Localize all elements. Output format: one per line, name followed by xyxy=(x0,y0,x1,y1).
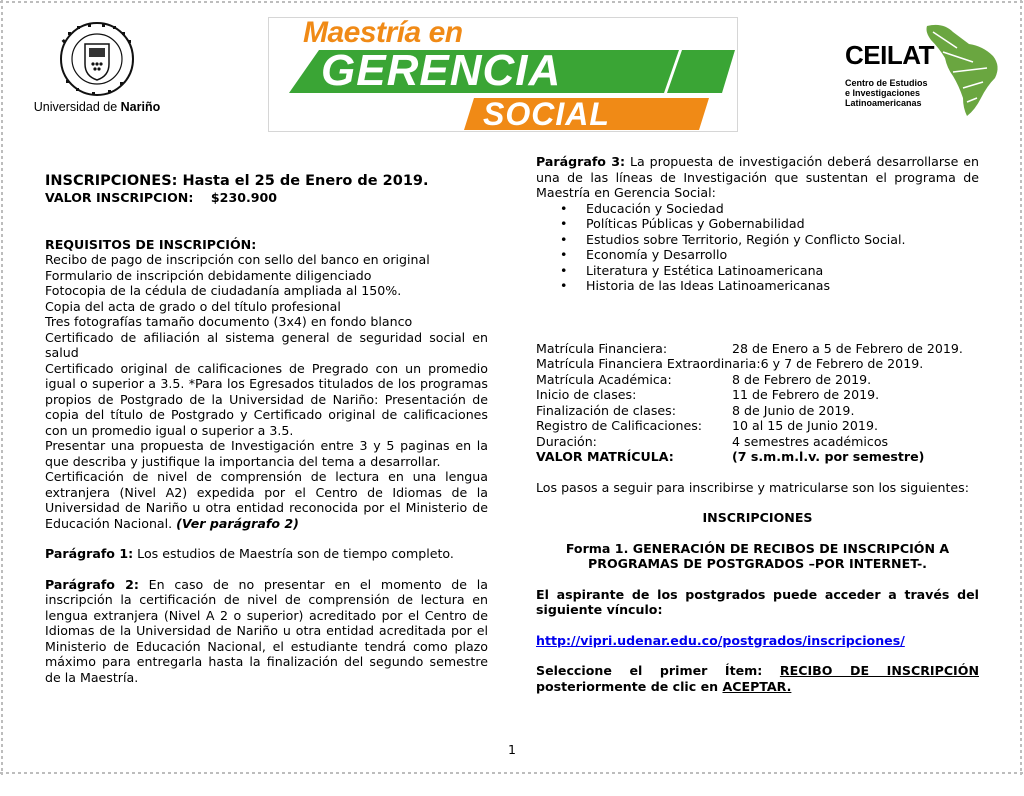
schedule-table xyxy=(536,341,979,465)
ceilat-title: CEILAT xyxy=(845,40,934,70)
requisito-item: Tres fotografías tamaño documento (3x4) en fondo blanco xyxy=(45,314,413,329)
banner-line-social: SOCIAL xyxy=(483,96,610,132)
university-name: Universidad de Nariño xyxy=(33,100,161,114)
schedule-row: Inicio de clases: 11 de Febrero de 2019. xyxy=(536,387,880,402)
list-item: • Políticas Públicas y Gobernabilidad xyxy=(586,216,979,232)
pasos-text: Los pasos a seguir para inscribirse y matricularse son los siguientes: xyxy=(536,479,969,495)
inscripciones-deadline: INSCRIPCIONES: Hasta el 25 de Enero de 2019. xyxy=(45,173,429,189)
latin-america-map-icon xyxy=(923,22,1005,118)
university-seal-icon xyxy=(52,20,142,98)
ceilat-logo xyxy=(845,22,1010,122)
aspirante-text: El aspirante de los postgrados puede acceder a través del siguiente vínculo: xyxy=(536,586,979,617)
list-item: • Estudios sobre Territorio, Región y Conflicto Social. xyxy=(586,232,979,248)
schedule-row: Matrícula Financiera Extraordinaria: 6 y 7 de Febrero de 2019. xyxy=(536,356,924,371)
valor-inscripcion: VALOR INSCRIPCION: $230.900 xyxy=(45,190,278,205)
requisito-item: Certificado original de calificaciones de Pregrado con un promedio igual o superior a 3.5. *Para los Egresados titulados de los programas propios de Postgrado de la Universidad de Nariño: Presentación de copia del título de Postgrado y Certificado original de calificaciones con un promedio igual o superior a 3.5. xyxy=(45,360,488,438)
requisito-item: Presentar una propuesta de Investigación entre 3 y 5 paginas en la que describa y justifique la importancia del tema a desarrollar. xyxy=(45,438,488,469)
page-border-top xyxy=(0,1,1024,3)
schedule-row: Matrícula Financiera: 28 de Enero a 5 de Febrero de 2019. xyxy=(536,340,963,356)
paragrafo-3: Parágrafo 3: La propuesta de investigación deberá desarrollarse en una de las líneas de Investigación que sustentan el programa de Maestría en Gerencia Social: xyxy=(536,154,980,200)
schedule-row: Finalización de clases: 8 de Junio de 2019. xyxy=(536,402,855,418)
page-border-right xyxy=(1020,0,1022,775)
inscripciones-heading: INSCRIPCIONES xyxy=(702,510,813,525)
paragrafo-2: Parágrafo 2: En caso de no presentar en el momento de la inscripción la certificación de nivel de comprensión de lectura en lengua extranjera (Nivel A 2 o superior) acreditado por el Centro de Idiomas de la Universidad de Nariño u otra entidad acreditada por el Ministerio de Educación Nacional, el estudiante tendrá como plazo máximo para entregarla hasta la finalización del segundo semestre de la Maestría. xyxy=(45,576,489,685)
research-lines-list xyxy=(536,201,979,294)
requisito-item: Certificación de nivel de comprensión de lectura en una lengua extranjera (Nivel A2) expedida por el Centro de Idiomas de la Universidad de Nariño u otra entidad reconocida por el Ministerio de Educación Nacional. (Ver parágrafo 2) xyxy=(45,469,488,531)
requisito-item: Copia del acta de grado o del título profesional xyxy=(45,298,341,314)
right-column xyxy=(536,154,979,694)
schedule-row: Registro de Calificaciones: 10 al 15 de Junio 2019. xyxy=(536,418,878,433)
list-item: • Historia de las Ideas Latinoamericanas xyxy=(586,278,979,294)
program-banner-logo xyxy=(268,17,738,132)
inscripciones-link[interactable]: http://vipri.udenar.edu.co/postgrados/inscripciones/ xyxy=(536,632,905,648)
requisito-item: Certificado de afiliación al sistema general de seguridad social en salud xyxy=(45,329,488,360)
requisito-item: Fotocopia de la cédula de ciudadanía ampliada al 150%. xyxy=(45,283,402,298)
university-logo xyxy=(22,20,172,114)
paragrafo-1: Parágrafo 1: Los estudios de Maestría son de tiempo completo. xyxy=(45,546,454,561)
list-item: • Educación y Sociedad xyxy=(586,201,979,217)
list-item: • Literatura y Estética Latinoamericana xyxy=(586,263,979,279)
left-column xyxy=(45,172,488,685)
page-number: 1 xyxy=(508,742,516,757)
list-item: • Economía y Desarrollo xyxy=(586,247,979,263)
schedule-row: Duración: 4 semestres académicos xyxy=(536,433,889,449)
requisito-item: Recibo de pago de inscripción con sello del banco en original xyxy=(45,252,430,267)
banner-line-maestria: Maestría en xyxy=(303,17,463,49)
schedule-row: Matrícula Académica: 8 de Febrero de 2019. xyxy=(536,371,872,387)
requisitos-title: REQUISITOS DE INSCRIPCIÓN: xyxy=(45,236,257,252)
forma-1-heading: Forma 1. GENERACIÓN DE RECIBOS DE INSCRIPCIÓN A PROGRAMAS DE POSTGRADOS –POR INTERNET-. xyxy=(565,540,950,571)
banner-line-gerencia: GERENCIA xyxy=(321,46,562,95)
schedule-row: VALOR MATRÍCULA: (7 s.m.m.l.v. por semestre) xyxy=(536,449,925,464)
page-border-left xyxy=(1,0,3,775)
seleccione-text: Seleccione el primer Ítem: RECIBO DE INSCRIPCIÓN posteriormente de clic en ACEPTAR. xyxy=(536,663,979,694)
requisito-item: Formulario de inscripción debidamente diligenciado xyxy=(45,267,372,283)
ceilat-subtitle: Centro de Estudios e Investigaciones Latinoamericanas xyxy=(845,78,928,108)
page-border-bottom xyxy=(0,772,1024,774)
